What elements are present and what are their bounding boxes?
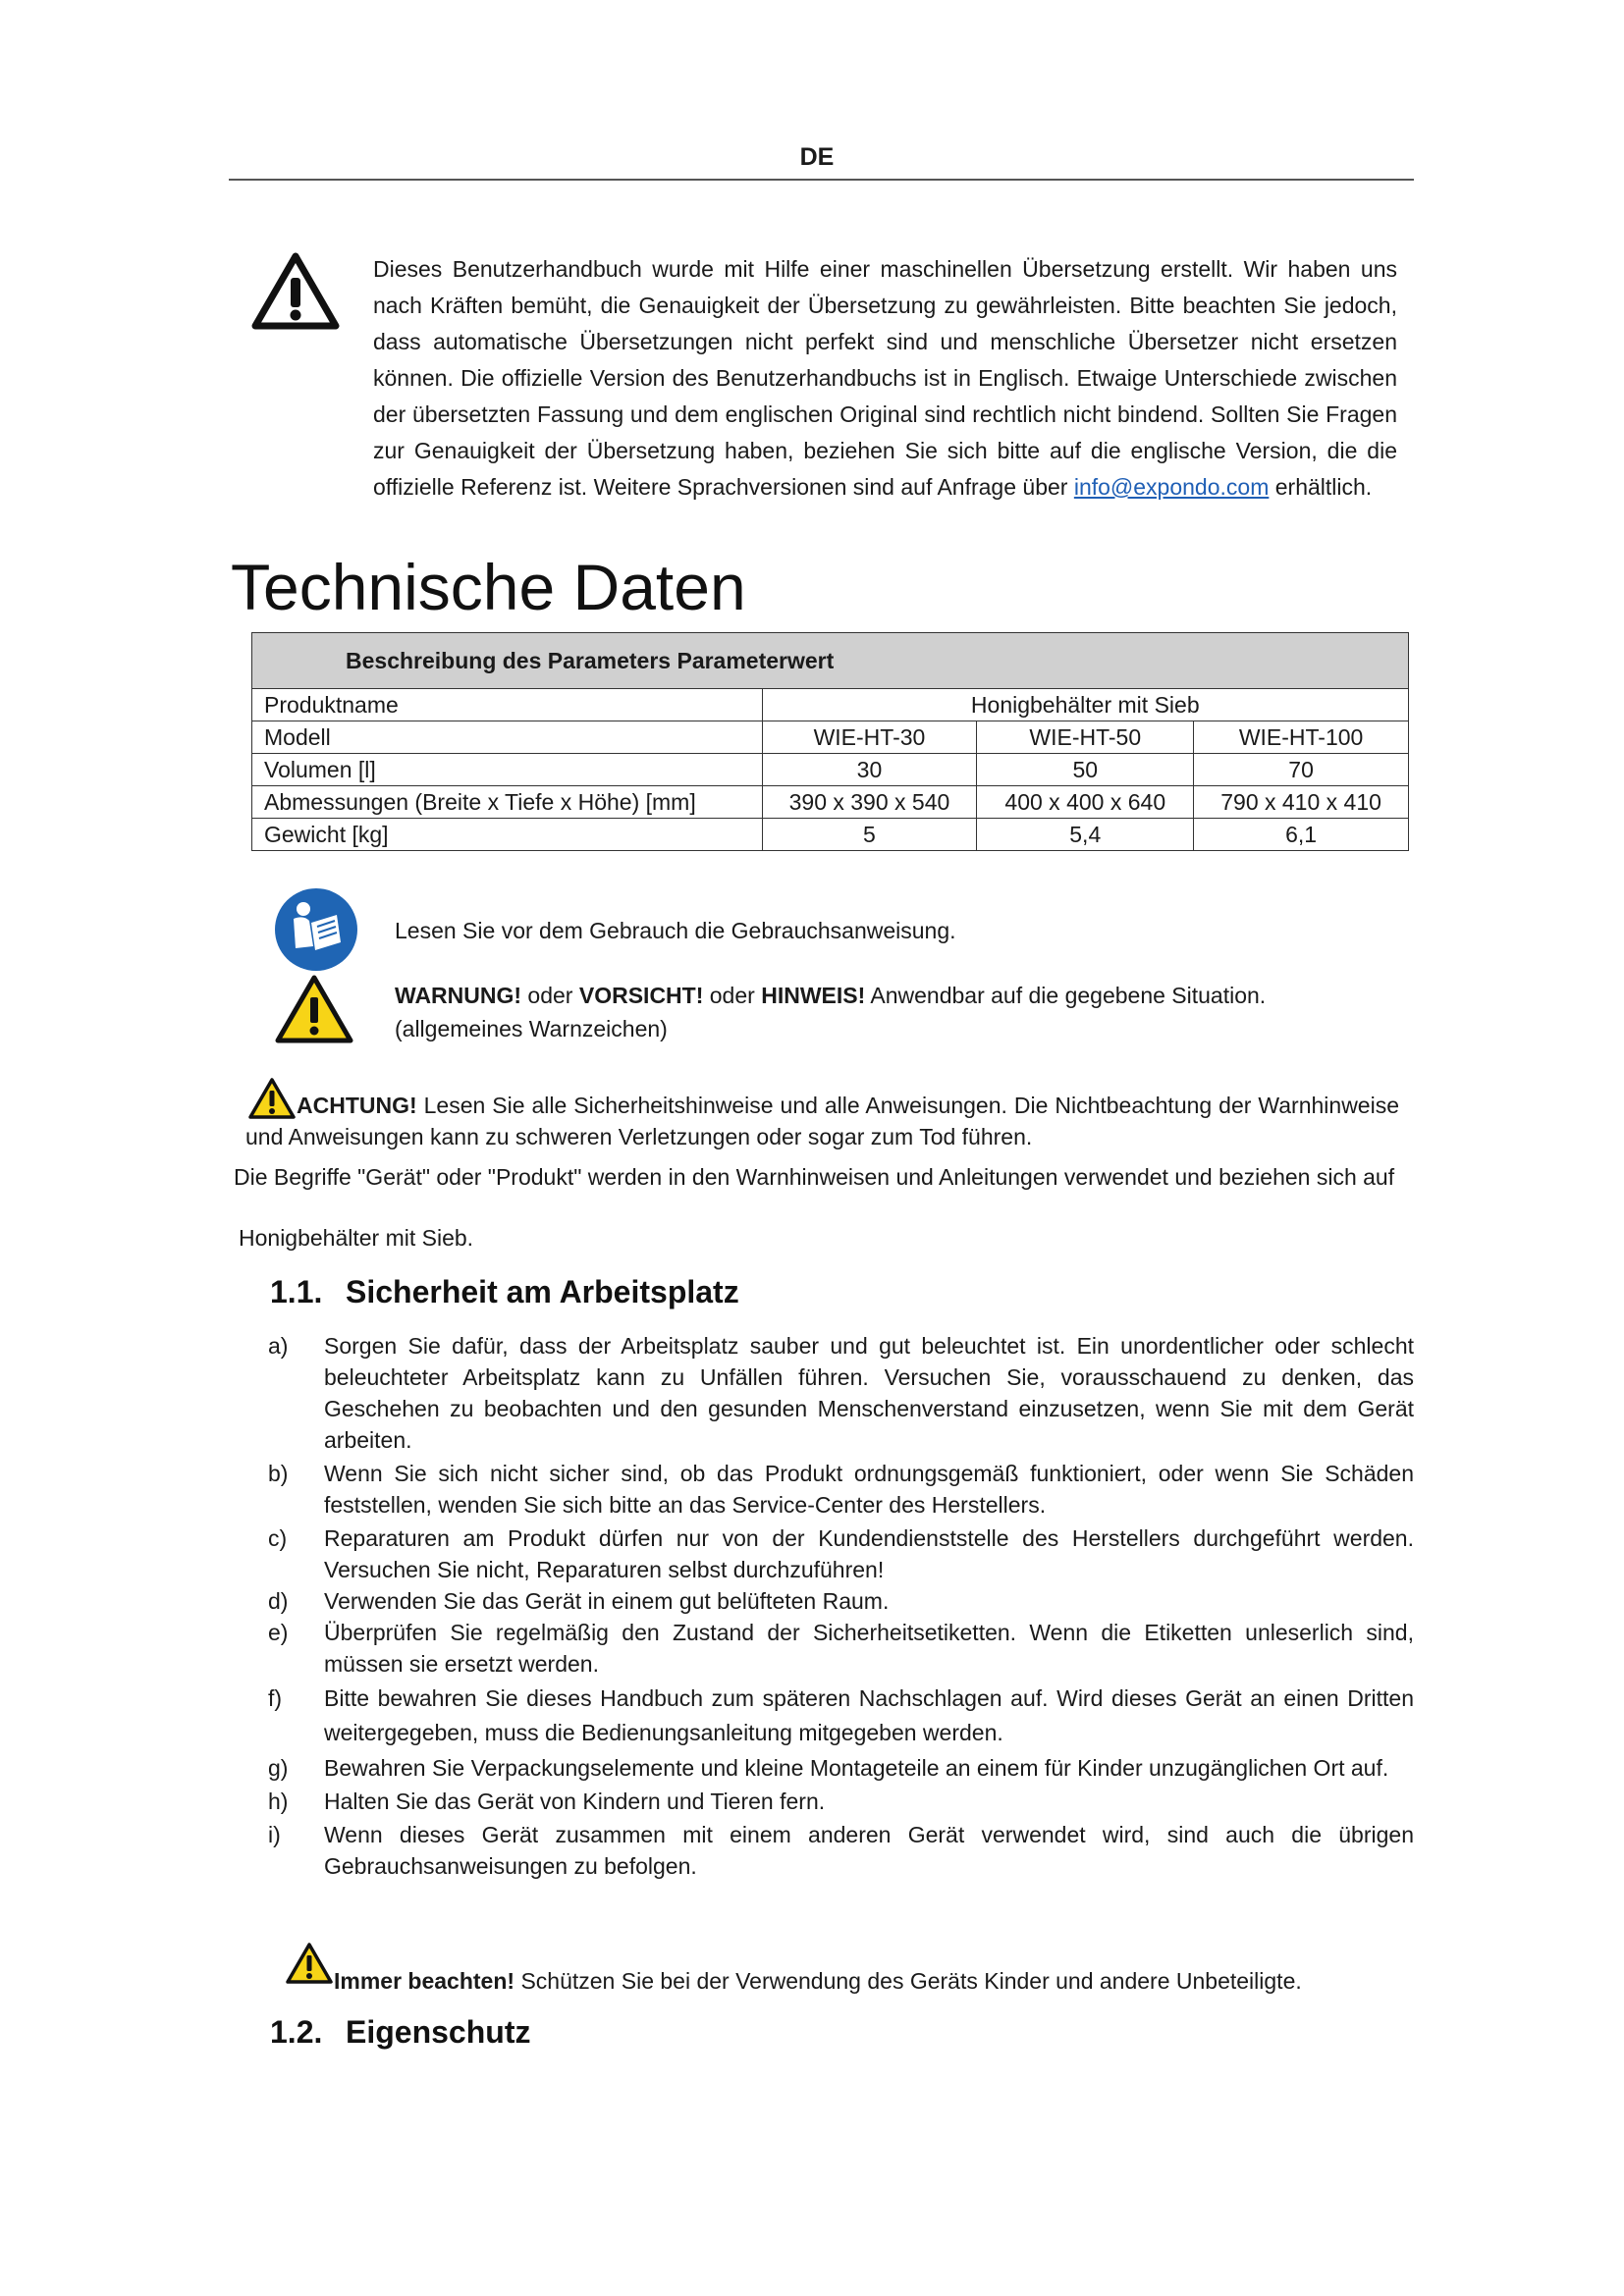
warning-connector: oder (703, 983, 762, 1008)
list-item-text: Bewahren Sie Verpackungselemente und kleine Montageteile an einem für Kinder unzugänglichen Ort auf. (324, 1755, 1389, 1781)
table-cell: 50 (977, 754, 1194, 786)
row-label: Abmessungen (Breite x Tiefe x Höhe) [mm] (252, 786, 763, 819)
list-item-text: Halten Sie das Gerät von Kindern und Tieren fern. (324, 1789, 826, 1814)
read-manual-icon (274, 887, 358, 972)
read-manual-text: Lesen Sie vor dem Gebrauch die Gebrauchsanweisung. (395, 918, 956, 943)
table-header-cell: Beschreibung des Parameters Parameterwert (252, 633, 1409, 689)
warning-connector: oder (521, 983, 579, 1008)
header-divider (229, 179, 1414, 181)
table-cell: 390 x 390 x 540 (762, 786, 977, 819)
list-item (265, 1752, 1414, 1784)
translation-disclaimer (373, 251, 1397, 506)
caution-label: VORSICHT! (578, 983, 704, 1008)
table-cell: 5 (762, 819, 977, 851)
row-label: Gewicht [kg] (252, 819, 763, 851)
terms-product: Honigbehälter mit Sieb. (239, 1225, 474, 1251)
list-item (265, 1585, 1414, 1617)
list-marker: c) (268, 1525, 288, 1551)
note-paragraph (334, 1968, 1302, 1995)
table-cell: 400 x 400 x 640 (977, 786, 1194, 819)
list-item (265, 1819, 1414, 1882)
list-marker: b) (268, 1461, 289, 1486)
list-item (265, 1682, 1414, 1750)
table-cell: WIE-HT-30 (762, 721, 977, 754)
section-number: 1.1. (270, 1274, 323, 1309)
product-name-value: Honigbehälter mit Sieb (762, 689, 1408, 721)
page-title: Technische Daten (231, 551, 746, 623)
table-row (252, 819, 1409, 851)
list-item-text: Wenn dieses Gerät zusammen mit einem anderen Gerät verwendet wird, sind auch die übrigen Gebrauchsanweisungen zu befolgen. (324, 1822, 1414, 1879)
notice-label: HINWEIS! (761, 983, 866, 1008)
achtung-text: Lesen Sie alle Sicherheitshinweise und alle Anweisungen. Die Nichtbeachtung der Warnhinweise und Anweisungen kann zu schweren Verletzungen oder sogar zum Tod führen. (245, 1093, 1399, 1149)
table-cell: 6,1 (1194, 819, 1409, 851)
list-item-text: Sorgen Sie dafür, dass der Arbeitsplatz sauber und gut beleuchtet ist. Ein unordentlicher oder schlecht beleuchteter Arbeitsplatz kann zu Unfällen führen. Versuchen Sie, vorausschauend zu denken, das Geschehen zu beobachten und den gesunden Menschenverstand einzusetzen, wenn Sie mit dem Gerät arbeiten. (324, 1333, 1414, 1453)
disclaimer-suffix: erhältlich. (1274, 474, 1373, 500)
page-language: DE (799, 143, 835, 171)
table-row (252, 786, 1409, 819)
list-marker: e) (268, 1620, 289, 1645)
list-marker: i) (268, 1822, 281, 1847)
list-marker: a) (268, 1333, 289, 1359)
warning-triangle-icon (251, 251, 340, 330)
list-marker: g) (268, 1755, 289, 1781)
list-item-text: Verwenden Sie das Gerät in einem gut belüfteten Raum. (324, 1588, 890, 1614)
contact-email-link[interactable]: info@expondo.com (1073, 474, 1270, 500)
list-item-text: Überprüfen Sie regelmäßig den Zustand der Sicherheitsetiketten. Wenn die Etiketten unleserlich sind, müssen sie ersetzt werden. (324, 1620, 1414, 1677)
table-cell: WIE-HT-50 (977, 721, 1194, 754)
list-item-text: Bitte bewahren Sie dieses Handbuch zum späteren Nachschlagen auf. Wird dieses Gerät an einen Dritten weitergegeben, muss die Bedienungsanleitung mitgegeben werden. (324, 1685, 1414, 1745)
safety-list (265, 1330, 1414, 1882)
list-item (265, 1330, 1414, 1456)
list-item-text: Reparaturen am Produkt dürfen nur von der Kundendienststelle des Herstellers durchgeführt werden. Versuchen Sie nicht, Reparaturen selbst durchzuführen! (324, 1525, 1414, 1582)
list-marker: d) (268, 1588, 289, 1614)
row-label: Volumen [l] (252, 754, 763, 786)
table-cell: 5,4 (977, 819, 1194, 851)
section-title: Sicherheit am Arbeitsplatz (346, 1274, 739, 1309)
row-label: Produktname (252, 689, 763, 721)
note-text: Schützen Sie bei der Verwendung des Geräts Kinder und andere Unbeteiligte. (514, 1968, 1302, 1994)
table-row (252, 721, 1409, 754)
list-marker: h) (268, 1789, 289, 1814)
table-cell: 30 (762, 754, 977, 786)
general-warning-text (395, 979, 1266, 1045)
general-warning-icon (274, 974, 354, 1044)
row-label: Modell (252, 721, 763, 754)
note-warning-icon (285, 1942, 334, 1985)
table-cell: 70 (1194, 754, 1409, 786)
list-item (265, 1617, 1414, 1680)
terms-text: Die Begriffe "Gerät" oder "Produkt" werden in den Warnhinweisen und Anleitungen verwendet und beziehen sich auf (234, 1164, 1395, 1190)
table-cell: WIE-HT-100 (1194, 721, 1409, 754)
achtung-label: ACHTUNG! (297, 1093, 417, 1118)
warning-label: WARNUNG! (395, 983, 522, 1008)
list-item (265, 1458, 1414, 1521)
table-header-row (252, 633, 1409, 689)
warning-subtitle: (allgemeines Warnzeichen) (395, 1016, 668, 1041)
section-heading (270, 1274, 739, 1310)
list-marker: f) (268, 1685, 283, 1711)
section-title: Eigenschutz (346, 2014, 531, 2050)
section-number: 1.2. (270, 2014, 323, 2050)
warning-description: Anwendbar auf die gegebene Situation. (865, 983, 1267, 1008)
technical-data-table (251, 632, 1409, 851)
disclaimer-text: Dieses Benutzerhandbuch wurde mit Hilfe einer maschinellen Übersetzung erstellt. Wir haben uns nach Kräften bemüht, die Genauigkeit der Übersetzung zu gewährleisten. Bitte beachten Sie jedoch, dass automatische Übersetzungen nicht perfekt sind und menschliche Übersetzer nicht ersetzen können. Die offizielle Version des Benutzerhandbuchs ist in Englisch. Etwaige Unterschiede zwischen der übersetzten Fassung und dem englischen Original sind rechtlich nicht bindend. Sollten Sie Fragen zur Genauigkeit der Übersetzung haben, beziehen Sie sich bitte auf die englische Version, die die offizielle Referenz ist. Weitere Sprachversionen sind auf Anfrage über (373, 256, 1397, 500)
list-item-text: Wenn Sie sich nicht sicher sind, ob das Produkt ordnungsgemäß funktioniert, oder wenn Sie Schäden feststellen, wenden Sie sich bitte an das Service-Center des Herstellers. (324, 1461, 1414, 1518)
table-row (252, 689, 1409, 721)
achtung-paragraph (245, 1090, 1399, 1152)
section-heading (270, 2014, 530, 2051)
table-row (252, 754, 1409, 786)
table-cell: 790 x 410 x 410 (1194, 786, 1409, 819)
note-label: Immer beachten! (334, 1968, 515, 1994)
list-item (265, 1522, 1414, 1585)
list-item (265, 1786, 1414, 1817)
